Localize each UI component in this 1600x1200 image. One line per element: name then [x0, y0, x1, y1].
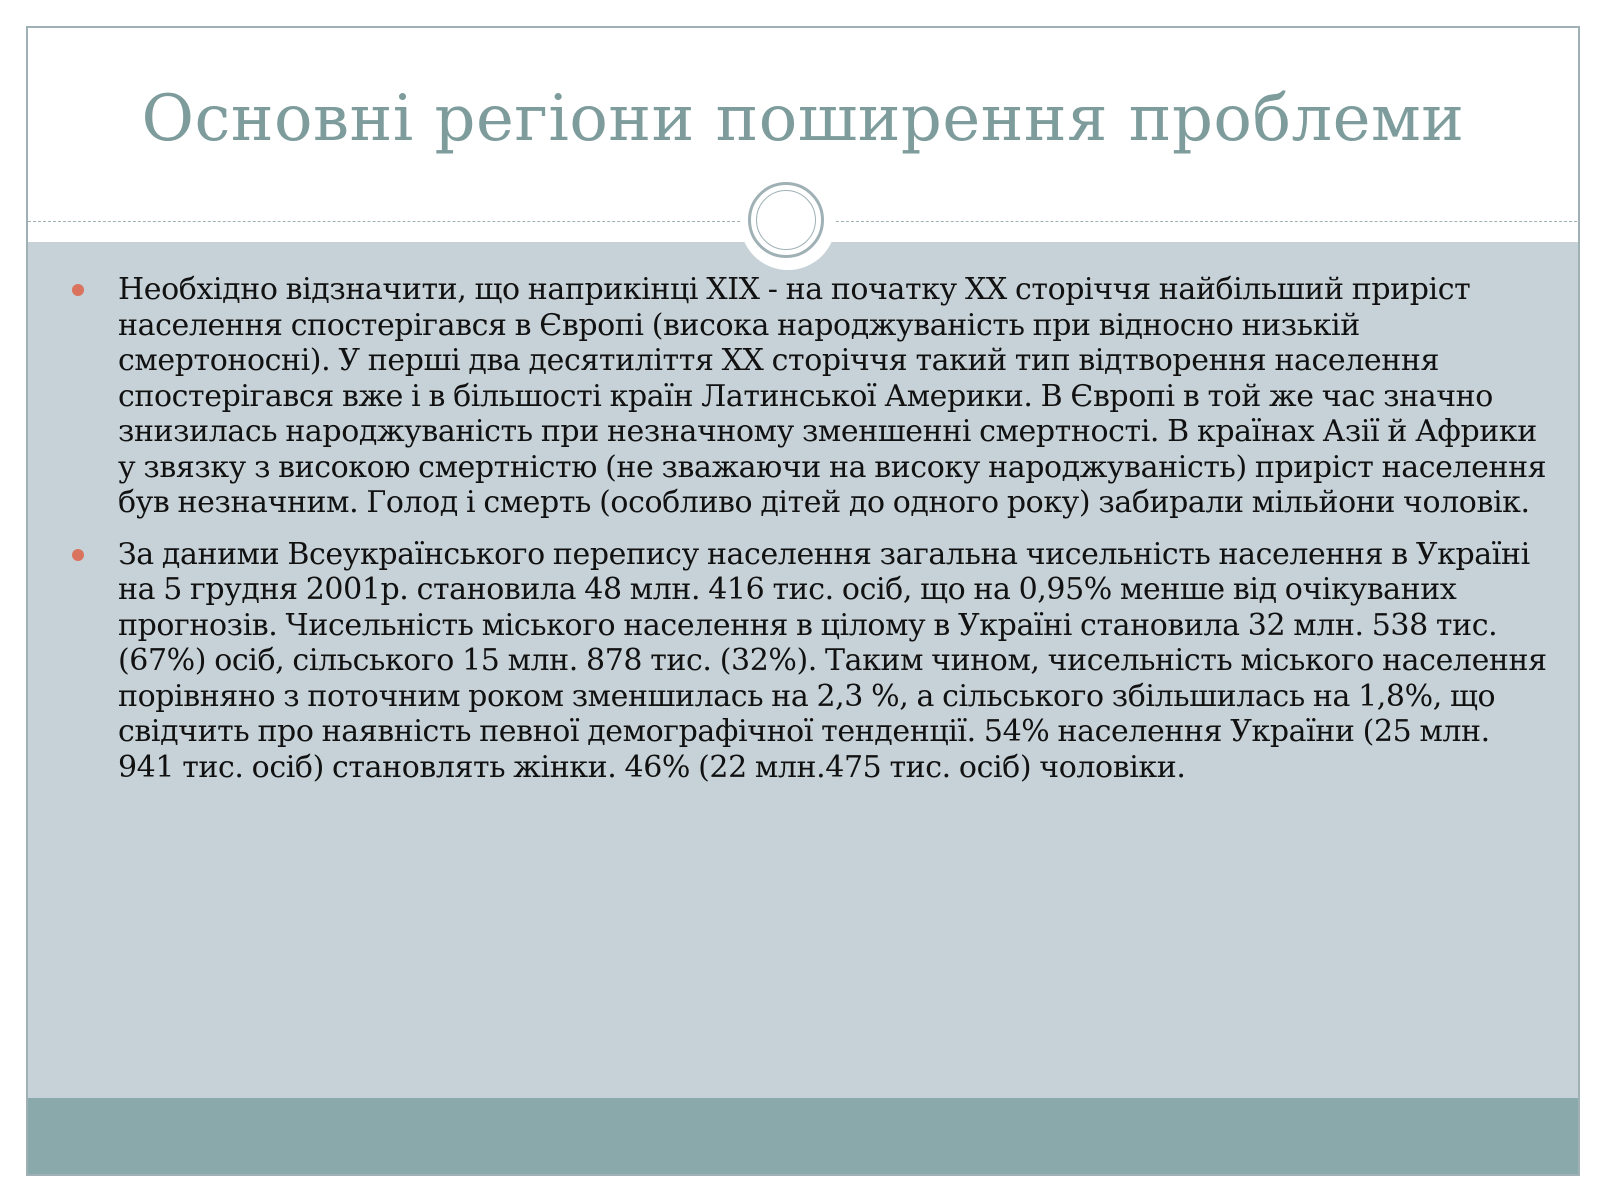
bullet-dot-icon: [72, 284, 84, 296]
bullet-item: [68, 537, 1548, 786]
title-divider-right: [836, 221, 1580, 222]
bullet-list: [68, 272, 1548, 801]
bullet-dot-icon: [72, 549, 84, 561]
title-divider-left: [28, 221, 740, 222]
bullet-item: [68, 272, 1548, 521]
outer-ring-icon: [748, 182, 824, 258]
footer-band: [28, 1098, 1578, 1176]
circle-ornament-icon: [740, 174, 836, 270]
bullet-text: Необхідно відзначити, що наприкінці XIX - на початку XX сторіччя найбільший приріст населення спостерігався в Європі (висока народжуваність при відносно низькій смертоносні). У перші два десятиліття XX сторіччя такий тип відтворення населення спостерігався вже і в більшості країн Латинської Америки. В Європі в той же час значно знизилась народжуваність при незначному зменшенні смертності. В країнах Азії й Африки у звязку з високою смертністю (не зважаючи на високу народжуваність) приріст населення був незначним. Голод і смерть (особливо дітей до одного року) забирали мільйони чоловік.: [118, 272, 1547, 520]
slide: [26, 26, 1580, 1176]
slide-title: Основні регіони поширення проблеми: [141, 82, 1465, 156]
bullet-text: За даними Всеукраїнського перепису населення загальна чисельність населення в Україні на 5 грудня 2001р. становила 48 млн. 416 тис. осіб, що на 0,95% менше від очікуваних прогнозів. Чисельність міського населення в цілому в Україні становила 32 млн. 538 тис. (67%) осіб, сільського 15 млн. 878 тис. (32%). Таким чином, чисельність міського населення порівняно з поточним роком зменшилась на 2,3 %, а сільського збільшилась на 1,8%, що свідчить про наявність певної демографічної тенденції. 54% населення України (25 млн. 941 тис. осіб) становлять жінки. 46% (22 млн.475 тис. осіб) чоловіки.: [118, 536, 1547, 785]
inner-ring-icon: [756, 190, 816, 250]
